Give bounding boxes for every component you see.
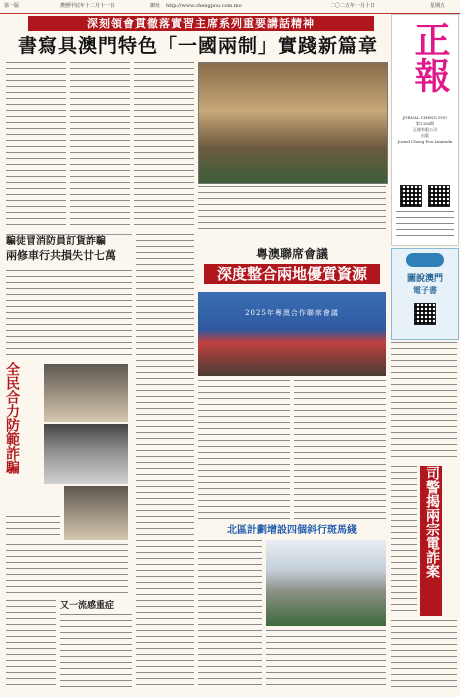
lead-body-col-4 [198, 186, 386, 230]
masthead-info [396, 115, 454, 145]
ebook-ad[interactable] [391, 248, 459, 340]
right-body-col-2 [391, 466, 417, 616]
gba-body-col-2 [294, 380, 386, 520]
middle-body-col [136, 234, 194, 554]
right-body-col-1 [391, 342, 457, 462]
gba-subtitle: 深度整合兩地優質資源 [204, 264, 380, 284]
lead-headline: 書寫具澳門特色「一國兩制」實踐新篇章 [17, 35, 378, 57]
fraud-body-2 [6, 544, 128, 596]
fraud-body [6, 270, 132, 360]
publisher-name: JORNAL CHENG POU [402, 115, 448, 120]
weekday: 星期五 [430, 3, 446, 9]
fraud-title: 騙徒冒消防員訂貨詐騙 [6, 236, 106, 247]
gba-photo [198, 292, 386, 376]
lead-kicker: 深刻領會貫徹落實習主席系列重要講話精神 [28, 16, 374, 31]
transit-body-col-1 [198, 540, 262, 690]
fraud-photo-1 [44, 364, 128, 422]
masthead-title: 正報 [409, 21, 451, 93]
right-body-col-3 [391, 620, 457, 690]
masthead [391, 14, 459, 246]
fraud-photo-3 [64, 486, 128, 540]
ad-title: 圖說澳門 [406, 274, 443, 284]
gba-body-col-1 [198, 380, 290, 520]
lead-body-col-3 [134, 62, 194, 230]
fraud-story-header [6, 234, 132, 269]
qr-code-icon[interactable] [400, 185, 422, 207]
transit-photo [266, 540, 386, 626]
flu-body-col-2 [60, 614, 132, 690]
transit-title: 北區計劃增設四個斜行斑馬綫 [227, 525, 357, 536]
page-number: 第一版 [4, 3, 20, 9]
flu-body-col-3 [136, 558, 194, 690]
fraud-photo-caption [6, 516, 60, 540]
masthead-footer-text [396, 211, 454, 241]
publisher-line: Jornal Cheng Pou Limitada [397, 139, 453, 144]
publisher-line: 正報有限公司 [413, 127, 437, 132]
lunar-date: 農曆甲辰年十二月十一日 [60, 3, 116, 9]
qr-code-icon[interactable] [428, 185, 450, 207]
flu-body-col-1 [6, 600, 56, 690]
vertical-headline-left: 全民合力防範詐騙 [4, 362, 20, 474]
vertical-headline-right: 司警揭兩宗電詐案 [420, 466, 442, 616]
lead-photo [198, 62, 388, 184]
gba-banner: 2025年粵澳合作聯席會議 [245, 309, 339, 317]
transit-body-col-2 [266, 630, 386, 690]
fraud-subtitle: 兩修車行共損失廿七萬 [6, 249, 116, 262]
flu-title: 又一流感重症 [60, 601, 115, 611]
fraud-photo-2 [44, 424, 128, 484]
url-label: 網址 [150, 3, 161, 9]
page-header [0, 0, 460, 14]
gba-story-header [198, 246, 386, 288]
ad-subtitle: 電子書 [413, 285, 437, 295]
website-link[interactable]: http://www.chengpou.com.mo [166, 3, 242, 9]
qr-code-icon[interactable] [414, 303, 436, 325]
lead-body-col-2 [70, 62, 130, 230]
gba-title: 粵澳聯席會議 [255, 247, 328, 261]
lead-body-col-1 [6, 62, 66, 230]
issue-date: 二〇二五年一月十日 [330, 3, 376, 9]
issue-line: 第1356期 [415, 121, 435, 126]
ad-logo-icon [406, 253, 444, 267]
publisher-line: 出版 [421, 133, 429, 138]
